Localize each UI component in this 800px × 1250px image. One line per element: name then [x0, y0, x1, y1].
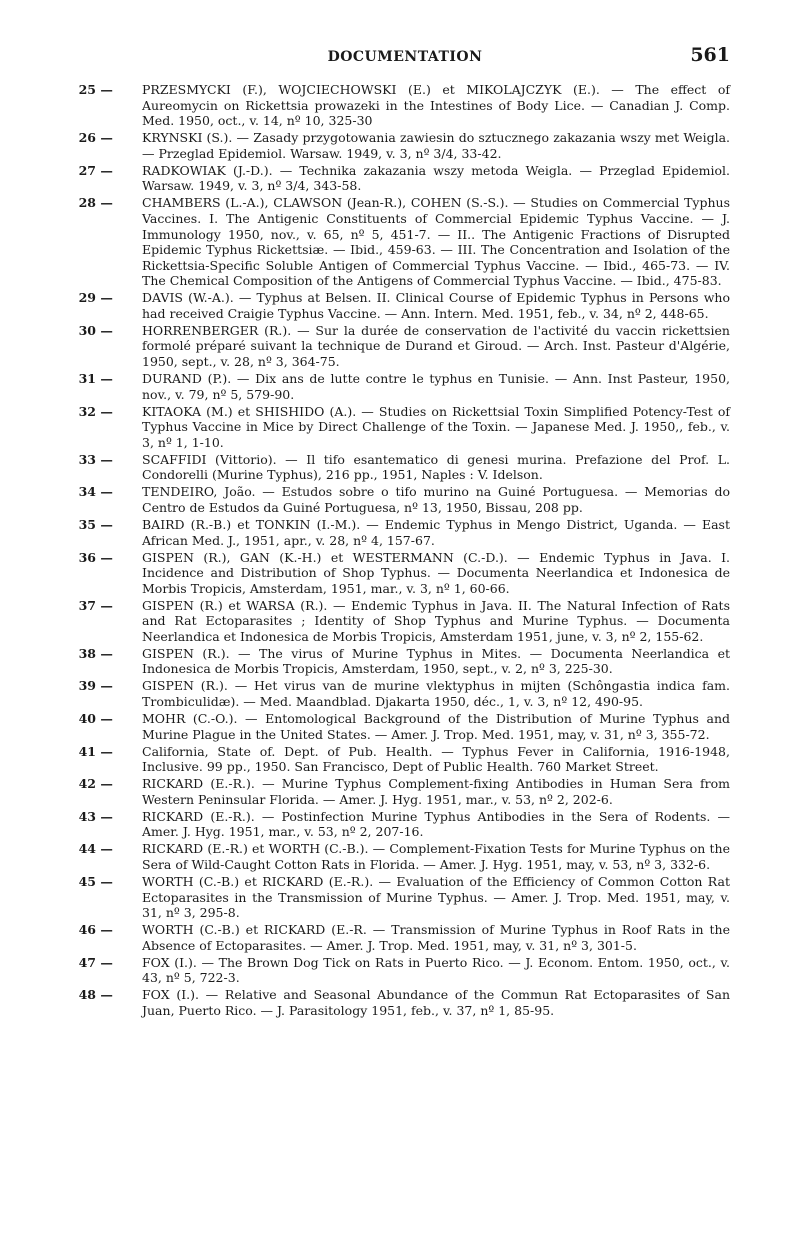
entry-number-value: 41	[78, 743, 96, 759]
entry-text: DAVIS (W.-A.). — Typhus at Belsen. II. Clinical Course of Epidemic Typhus in Persons who had received Craigie Typhus Vaccine. — Ann. Intern. Med. 1951, feb., v. 34, nº 2, 448-65.	[142, 290, 730, 321]
entry-text: TENDEIRO, João. — Estudos sobre o tifo murino na Guiné Portuguesa. — Memorias do Centro de Estudos da Guiné Portuguesa, nº 13, 1950, Bissau, 208 pp.	[142, 484, 730, 515]
running-title: DOCUMENTATION	[327, 49, 483, 65]
entry-number-value: 29	[78, 290, 96, 306]
bibliography-entry	[74, 955, 730, 986]
entry-number-value: 28	[78, 195, 96, 211]
bibliography-entry	[74, 195, 730, 289]
bibliography-entry	[74, 452, 730, 483]
entry-number-value: 38	[78, 645, 96, 661]
bibliography-entry	[74, 711, 730, 742]
bibliography-entry	[74, 598, 730, 645]
bibliography-entry	[74, 646, 730, 677]
entry-number: 25 —	[74, 82, 142, 129]
bibliography-entry	[74, 678, 730, 709]
entry-number: 38 —	[74, 646, 142, 677]
bibliography-entry	[74, 404, 730, 451]
bibliography-list	[74, 82, 730, 1020]
entry-text: MOHR (C.-O.). — Entomological Background of the Distribution of Murine Typhus and Murine Plague in the United States. — Amer. J. Trop. Med. 1951, may, v. 31, nº 3, 355-72.	[142, 711, 730, 742]
bibliography-entry	[74, 163, 730, 194]
entry-text: GISPEN (R.), GAN (K.-H.) et WESTERMANN (C.-D.). — Endemic Typhus in Java. I. Incidence and Distribution of Shop Typhus. — Documenta Neerlandica et Indonesica de Morbis Tropicis, Amsterdam, 1951, mar., v. 3, nº 1, 60-66.	[142, 549, 730, 596]
entry-number-value: 31	[78, 371, 96, 387]
entry-number-value: 36	[78, 549, 96, 565]
entry-text: DURAND (P.). — Dix ans de lutte contre le typhus en Tunisie. — Ann. Inst Pasteur, 1950, nov., v. 79, nº 5, 579-90.	[142, 371, 730, 402]
bibliography-entry	[74, 809, 730, 840]
page-number: 561	[690, 44, 730, 66]
entry-number-value: 26	[78, 130, 96, 146]
entry-text: PRZESMYCKI (F.), WOJCIECHOWSKI (E.) et MIKOLAJCZYK (E.). — The effect of Aureomycin on Rickettsia prowazeki in the Intestines of Body Lice. — Canadian J. Comp. Med. 1950, oct., v. 14, nº 10, 325-30	[142, 82, 730, 129]
entry-number: 34 —	[74, 484, 142, 515]
entry-number-value: 48	[78, 987, 96, 1003]
entry-text: SCAFFIDI (Vittorio). — Il tifo esantematico di genesi murina. Prefazione del Prof. L. Condorelli (Murine Typhus), 216 pp., 1951, Naples : V. Idelson.	[142, 451, 730, 483]
bibliography-entry	[74, 371, 730, 402]
entry-number: 26 —	[74, 130, 142, 161]
entry-number-value: 25	[78, 82, 96, 97]
entry-number: 42 —	[74, 776, 142, 807]
entry-number: 32 —	[74, 404, 142, 451]
entry-number-value: 43	[78, 808, 96, 824]
entry-number: 35 —	[74, 517, 142, 548]
bibliography-entry	[74, 82, 730, 129]
entry-number: 44 —	[74, 841, 142, 872]
entry-number: 47 —	[74, 955, 142, 986]
bibliography-entry	[74, 874, 730, 921]
entry-text: CHAMBERS (L.-A.), CLAWSON (Jean-R.), COHEN (S.-S.). — Studies on Commercial Typhus Vaccines. I. The Antigenic Constituents of Commercial Epidemic Typhus Vaccine. — J. Immunology 1950, nov., v. 65, nº 5, 451-7. — II.. The Antigenic Fractions of Disrupted Epidemic Typhus Rickettsiæ. — Ibid., 459-63. — III. The Concentration and Isolation of the Rickettsia-Specific Soluble Antigen of Commercial Typhus Vaccine. — Ibid., 465-73. — IV. The Chemical Composition of the Antigens of Commercial Typhus Vaccine. — Ibid., 475-83.	[142, 195, 730, 289]
entry-number: 33 —	[74, 452, 142, 483]
bibliography-entry	[74, 776, 730, 807]
entry-number-value: 33	[78, 451, 96, 467]
entry-text: California, State of. Dept. of Pub. Health. — Typhus Fever in California, 1916-1948, Inclusive. 99 pp., 1950. San Francisco, Dept of Public Health. 760 Market Street.	[142, 743, 730, 775]
entry-text: RICKARD (E.-R.). — Postinfection Murine Typhus Antibodies in the Sera of Rodents. — Amer. J. Hyg. 1951, mar., v. 53, nº 2, 207-16.	[142, 808, 730, 840]
entry-number: 45 —	[74, 874, 142, 921]
entry-number-value: 40	[78, 711, 96, 727]
bibliography-entry	[74, 290, 730, 321]
entry-number: 28 —	[74, 195, 142, 289]
bibliography-entry	[74, 744, 730, 775]
entry-number: 29 —	[74, 290, 142, 321]
entry-text: HORRENBERGER (R.). — Sur la durée de conservation de l'activité du vaccin rickettsien formolé préparé suivant la technique de Durand et Giroud. — Arch. Inst. Pasteur d'Algérie, 1950, sept., v. 28, nº 3, 364-75.	[142, 322, 730, 370]
entry-text: FOX (I.). — The Brown Dog Tick on Rats in Puerto Rico. — J. Econom. Entom. 1950, oct., v. 43, nº 5, 722-3.	[142, 954, 730, 986]
entry-text: GISPEN (R.). — The virus of Murine Typhus in Mites. — Documenta Neerlandica et Indonesica de Morbis Tropicis, Amsterdam, 1950, sept., v. 2, nº 3, 225-30.	[142, 645, 730, 677]
page-header	[80, 44, 730, 74]
bibliography-entry	[74, 517, 730, 548]
entry-number: 46 —	[74, 922, 142, 953]
entry-number: 40 —	[74, 711, 142, 742]
bibliography-entry	[74, 550, 730, 597]
bibliography-entry	[74, 323, 730, 370]
entry-number: 31 —	[74, 371, 142, 402]
entry-number-value: 39	[78, 678, 96, 694]
entry-number-value: 32	[78, 403, 96, 419]
entry-text: WORTH (C.-B.) et RICKARD (E.-R. — Transmission of Murine Typhus in Roof Rats in the Absence of Ectoparasites. — Amer. J. Trop. Med. 1951, may, v. 31, nº 3, 301-5.	[142, 922, 730, 953]
entry-number-value: 47	[78, 954, 96, 970]
bibliography-entry	[74, 922, 730, 953]
entry-number: 37 —	[74, 598, 142, 645]
entry-number-value: 30	[78, 322, 96, 338]
entry-number-value: 45	[78, 873, 96, 889]
entry-number-value: 42	[78, 776, 96, 792]
entry-number: 48 —	[74, 987, 142, 1018]
entry-number-value: 37	[78, 597, 96, 613]
entry-number: 43 —	[74, 809, 142, 840]
entry-text: RICKARD (E.-R.). — Murine Typhus Complement-fixing Antibodies in Human Sera from Western Peninsular Florida. — Amer. J. Hyg. 1951, mar., v. 53, nº 2, 202-6.	[142, 776, 730, 807]
entry-text: GISPEN (R.). — Het virus van de murine vlektyphus in mijten (Schôngastia indica fam. Trombiculidæ). — Med. Maandblad. Djakarta 1950, déc., 1, v. 3, nº 12, 490-95.	[142, 678, 730, 710]
entry-number: 39 —	[74, 678, 142, 709]
bibliography-entry	[74, 130, 730, 161]
entry-number: 30 —	[74, 323, 142, 370]
bibliography-entry	[74, 841, 730, 872]
entry-number-value: 44	[78, 841, 96, 857]
bibliography-entry	[74, 484, 730, 515]
entry-number-value: 35	[78, 516, 96, 532]
entry-text: RADKOWIAK (J.-D.). — Technika zakazania wszy metoda Weigla. — Przeglad Epidemiol. Warsaw. 1949, v. 3, nº 3/4, 343-58.	[142, 162, 730, 194]
entry-text: WORTH (C.-B.) et RICKARD (E.-R.). — Evaluation of the Efficiency of Common Cotton Rat Ectoparasites in the Transmission of Murine Typhus. — Amer. J. Trop. Med. 1951, may, v. 31, nº 3, 295-8.	[142, 873, 730, 921]
entry-number: 36 —	[74, 550, 142, 597]
entry-text: KRYNSKI (S.). — Zasady przygotowania zawiesin do sztucznego zakazania wszy met Weigla. — Przeglad Epidemiol. Warsaw. 1949, v. 3, nº 3/4, 33-42.	[142, 130, 730, 161]
entry-number-value: 34	[78, 484, 96, 500]
entry-text: FOX (I.). — Relative and Seasonal Abundance of the Commun Rat Ectoparasites of San Juan, Puerto Rico. — J. Parasitology 1951, feb., v. 37, nº 1, 85-95.	[142, 987, 730, 1018]
entry-number: 41 —	[74, 744, 142, 775]
entry-number-value: 46	[78, 922, 96, 938]
entry-text: BAIRD (R.-B.) et TONKIN (I.-M.). — Endemic Typhus in Mengo District, Uganda. — East African Med. J., 1951, apr., v. 28, nº 4, 157-67.	[142, 516, 730, 548]
entry-text: GISPEN (R.) et WARSA (R.). — Endemic Typhus in Java. II. The Natural Infection of Rats and Rat Ectoparasites ; Identity of Shop Typhus and Murine Typhus. — Documenta Neerlandica et Indonesica de Morbis Tropicis, Amsterdam 1951, june, v. 3, nº 2, 155-62.	[142, 597, 730, 644]
entry-text: KITAOKA (M.) et SHISHIDO (A.). — Studies on Rickettsial Toxin Simplified Potency-Test of Typhus Vaccine in Mice by Direct Challenge of the Toxin. — Japanese Med. J. 1950,, feb., v. 3, nº 1, 1-10.	[142, 403, 730, 450]
entry-number: 27 —	[74, 163, 142, 194]
entry-text: RICKARD (E.-R.) et WORTH (C.-B.). — Complement-Fixation Tests for Murine Typhus on the Sera of Wild-Caught Cotton Rats in Florida. — Amer. J. Hyg. 1951, may, v. 53, nº 3, 332-6.	[142, 841, 730, 872]
entry-number-value: 27	[78, 162, 96, 178]
bibliography-entry	[74, 987, 730, 1018]
